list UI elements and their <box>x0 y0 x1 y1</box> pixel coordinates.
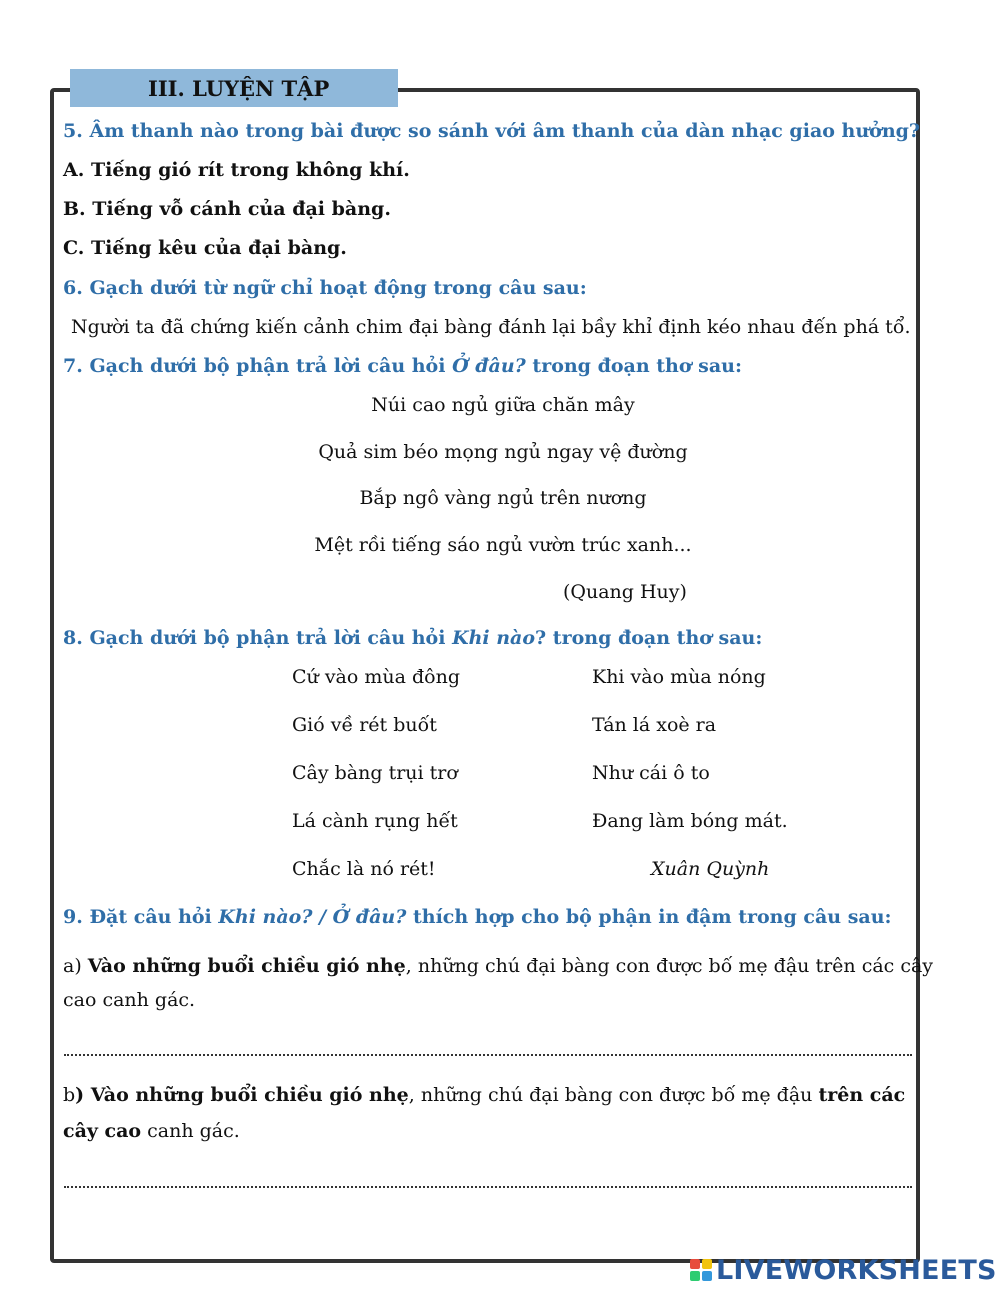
question-5: 5. Âm thanh nào trong bài được so sánh với âm thanh của dàn nhạc giao hưởng? <box>63 120 921 142</box>
poem7-line-4[interactable]: Mệt rồi tiếng sáo ngủ vườn trúc xanh... <box>314 534 692 556</box>
poem8-right-3[interactable]: Như cái ô to <box>592 762 710 784</box>
q6-sentence[interactable]: Người ta đã chứng kiến cảnh chim đại bàng đánh lại bầy khỉ định kéo nhau đến phá tổ. <box>71 316 911 338</box>
q9a-sentence-line-2: cao canh gác. <box>63 989 196 1011</box>
poem7-line-2[interactable]: Quả sim béo mọng ngủ ngay vệ đường <box>318 441 688 463</box>
poem8-right-4[interactable]: Đang làm bóng mát. <box>592 810 788 832</box>
option-a[interactable]: A. Tiếng gió rít trong không khí. <box>63 159 410 181</box>
poem7-line-3[interactable]: Bắp ngô vàng ngủ trên nương <box>359 487 647 509</box>
poem8-right-2[interactable]: Tán lá xoè ra <box>592 714 717 736</box>
question-6: 6. Gạch dưới từ ngữ chỉ hoạt động trong câu sau: <box>63 277 587 299</box>
q9b-sentence-line-2: cây cao canh gác. <box>63 1120 240 1142</box>
poem8-author: Xuân Quỳnh <box>651 858 770 880</box>
option-c[interactable]: C. Tiếng kêu của đại bàng. <box>63 237 347 259</box>
logo-text: LIVEWORKSHEETS <box>716 1254 997 1286</box>
poem8-right-1[interactable]: Khi vào mùa nóng <box>592 666 766 688</box>
poem8-left-5[interactable]: Chắc là nó rét! <box>292 858 436 880</box>
poem7-author: (Quang Huy) <box>563 581 687 603</box>
option-b[interactable]: B. Tiếng vỗ cánh của đại bàng. <box>63 198 391 220</box>
poem8-left-3[interactable]: Cây bàng trụi trơ <box>292 762 458 784</box>
poem8-left-2[interactable]: Gió về rét buốt <box>292 714 437 736</box>
q9a-sentence-line-1: a) Vào những buổi chiều gió nhẹ, những chú đại bàng con được bố mẹ đậu trên các cây <box>63 955 934 977</box>
q9b-sentence-line-1: b) Vào những buổi chiều gió nhẹ, những chú đại bàng con được bố mẹ đậu trên các <box>63 1084 906 1106</box>
question-9: 9. Đặt câu hỏi Khi nào? / Ở đâu? thích hợp cho bộ phận in đậm trong câu sau: <box>63 906 892 928</box>
liveworksheets-logo <box>690 1255 997 1285</box>
poem7-line-1[interactable]: Núi cao ngủ giữa chăn mây <box>371 394 635 416</box>
question-7: 7. Gạch dưới bộ phận trả lời câu hỏi Ở đâu? trong đoạn thơ sau: <box>63 355 742 377</box>
poem8-left-1[interactable]: Cứ vào mùa đông <box>292 666 460 688</box>
poem8-left-4[interactable]: Lá cành rụng hết <box>292 810 458 832</box>
logo-grid-icon <box>690 1259 712 1281</box>
question-8: 8. Gạch dưới bộ phận trả lời câu hỏi Khi nào? trong đoạn thơ sau: <box>63 627 763 649</box>
answer-line-a[interactable] <box>64 1052 912 1056</box>
section-title: III. LUYỆN TẬP <box>70 69 398 107</box>
answer-line-b[interactable] <box>64 1184 912 1188</box>
